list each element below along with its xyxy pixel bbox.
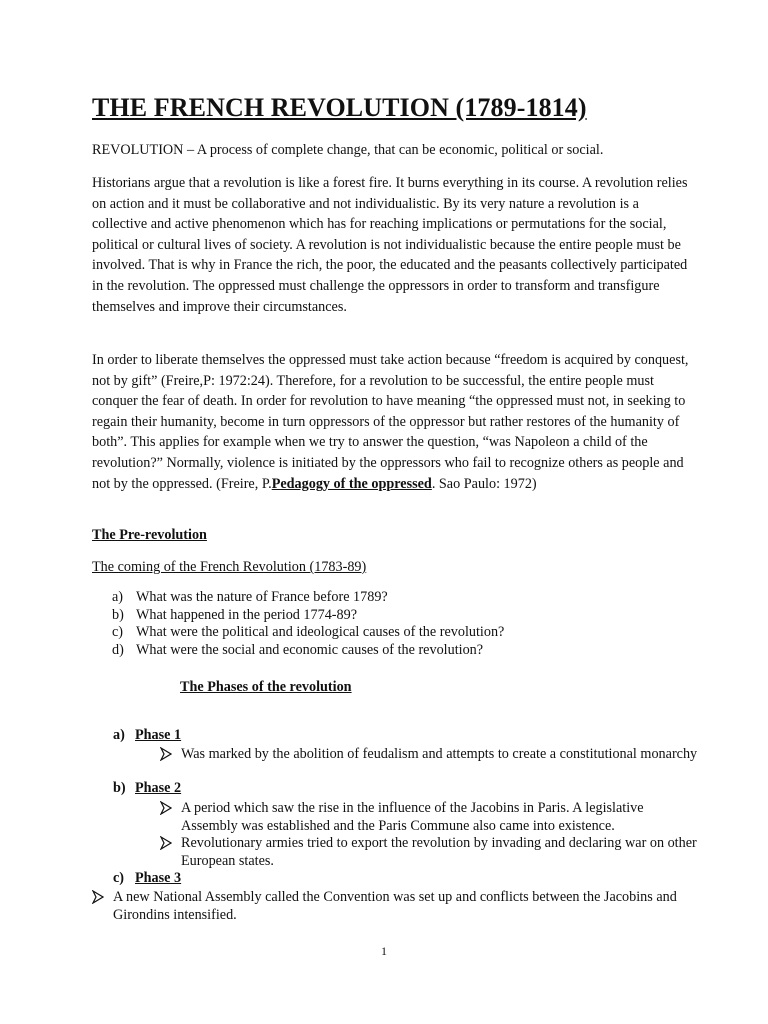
bullet-item [160,746,700,764]
liberation-text: In order to liberate themselves the oppressed must take action because “freedom is acquired by conquest, not by gift” (Freire,P: 1972:24). Therefore, for a revolution to be successful, the entire people must conquer the fear of death. In order for revolution to have meaning “the oppressed must not, in seeking to regain their humanity, become in turn oppressors of the oppressor but rather restores of the humanity of both”. This applies for example when we try to answer the question, “was Napoleon a child of the revolution?” Normally, violence is initiated by the oppressors who fail to recognize others as people and not by the oppressed. (Freire, P. [92,352,689,492]
book-title: Pedagogy of the oppressed [271,475,432,492]
phase-letter: c) [113,870,125,886]
list-letter: c) [112,624,124,641]
bullet-text: Revolutionary armies tried to export the revolution by invading and declaring war on other European states. [181,835,697,869]
list-text: What were the political and ideological causes of the revolution? [136,624,505,641]
phase-letter: b) [113,780,126,796]
arrowhead-bullet-icon [160,801,172,815]
list-text: What was the nature of France before 1789? [136,589,388,605]
bullet-text: A period which saw the rise in the influence of the Jacobins in Paris. A legislative Assembly was established and the Paris Commune also came into existence. [181,800,644,834]
list-item [112,607,504,625]
list-item [112,642,504,660]
list-item [112,624,504,642]
question-list [112,589,504,659]
arrowhead-bullet-icon [160,747,172,761]
phase-name: Phase 3 [135,870,182,886]
list-text: What were the social and economic causes of the revolution? [136,641,484,658]
list-text: What happened in the period 1774-89? [136,606,358,623]
document-title: THE FRENCH REVOLUTION (1789-1814) [92,93,587,122]
list-letter: d) [112,641,124,658]
phase-heading [113,727,181,744]
list-letter: a) [112,589,124,605]
heading-phases: The Phases of the revolution [180,679,352,695]
list-item [112,589,504,607]
bullet-text: Was marked by the abolition of feudalism and attempts to create a constitutional monarchy [181,746,698,762]
phase-heading [113,870,181,887]
citation-tail: . Sao Paulo: 1972) [431,475,537,492]
bullet-item [92,889,692,924]
heading-coming-revolution: The coming of the French Revolution (1783-89) [92,559,367,575]
definition-paragraph: REVOLUTION – A process of complete change, that can be economic, political or social. [92,142,604,158]
bullet-item [160,835,700,870]
historians-paragraph: Historians argue that a revolution is like a forest fire. It burns everything in its course. A revolution relies on action and it must be collaborative and not individualistic. By its very nature a revolution is a collective and active phenomenon which has for reaching implications or permutations for the social, political or cultural lives of society. A revolution is not individualistic because the entire people must be involved. That is why in France the rich, the poor, the educated and the peasants collectively participated in the revolution. The oppressed must challenge the oppressors in order to transform and transfigure themselves and improve their circumstances. [92,175,688,315]
bullet-item [160,800,700,835]
list-letter: b) [112,606,124,623]
arrowhead-bullet-icon [160,836,172,850]
phase-name: Phase 2 [135,780,182,796]
page-number: 1 [381,944,387,958]
liberation-paragraph [92,350,690,494]
bullet-text: A new National Assembly called the Convention was set up and conflicts between the Jacobins and Girondins intensified. [113,889,677,923]
phase-name: Phase 1 [135,727,182,743]
arrowhead-bullet-icon [92,890,104,904]
phase-letter: a) [113,727,125,743]
heading-pre-revolution: The Pre-revolution [92,527,207,543]
phase-heading [113,780,181,797]
